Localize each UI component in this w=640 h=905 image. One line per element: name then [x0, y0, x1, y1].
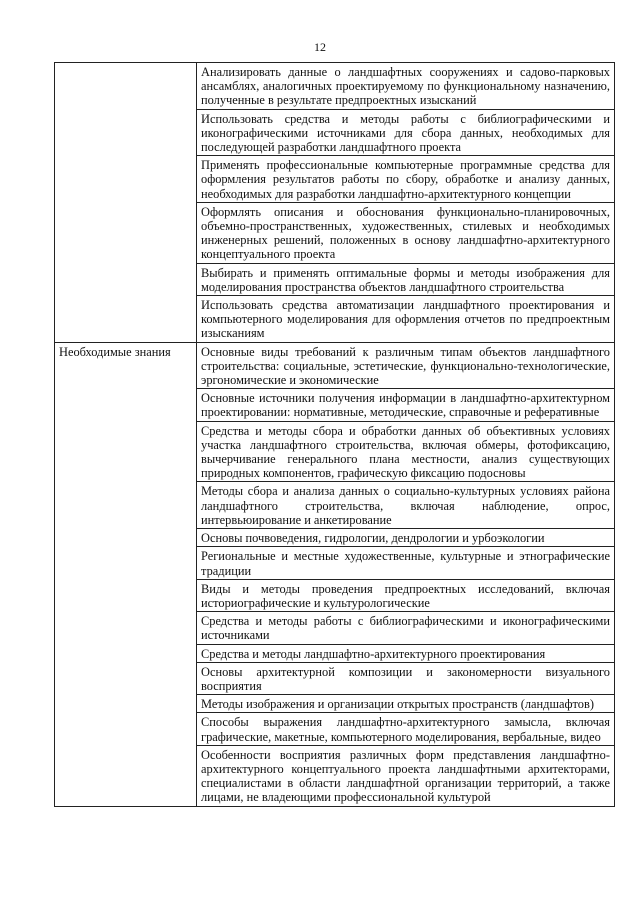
table-cell: Особенности восприятия различных форм представления ландшафтно-архитектурного концептуального проекта ландшафтными архитекторами, специалистами в области ландшафтной организации территорий, а также лицами, не владеющими профессиональной культурой — [197, 745, 615, 806]
table-cell: Основные источники получения информации в ландшафтно-архитектурном проектировании: нормативные, методические, справочные и реферативные — [197, 389, 615, 421]
table-row — [55, 342, 615, 389]
group-label-cell: Необходимые знания — [55, 342, 197, 806]
table-cell: Методы сбора и анализа данных о социально-культурных условиях района ландшафтного строительства, включая наблюдение, опрос, интервьюирование и анкетирование — [197, 482, 615, 529]
table-cell: Средства и методы ландшафтно-архитектурного проектирования — [197, 644, 615, 662]
table-cell: Основные виды требований к различным типам объектов ландшафтного строительства: социальные, эстетические, функционально-технологические, эргономические и экономические — [197, 342, 615, 389]
table-cell: Способы выражения ландшафтно-архитектурного замысла, включая графические, макетные, компьютерного моделирования, вербальные, видео — [197, 713, 615, 745]
table-cell: Выбирать и применять оптимальные формы и методы изображения для моделирования пространства объектов ландшафтного строительства — [197, 263, 615, 295]
requirements-table — [54, 62, 615, 807]
page-number: 12 — [314, 40, 326, 54]
requirements-table-body — [55, 63, 615, 807]
table-cell: Методы изображения и организации открытых пространств (ландшафтов) — [197, 695, 615, 713]
table-cell: Оформлять описания и обоснования функционально-планировочных, объемно-пространственных, художественных, стилевых и необходимых инженерных решений, положенных в основу ландшафтно-архитектурного концептуального проекта — [197, 202, 615, 263]
table-cell: Анализировать данные о ландшафтных сооружениях и садово-парковых ансамблях, аналогичных проектируемому по функциональному назначению, полученные в результате предпроектных изысканий — [197, 63, 615, 110]
table-cell: Средства и методы работы с библиографическими и иконографическими источниками — [197, 612, 615, 644]
table-row — [55, 63, 615, 110]
table-cell: Применять профессиональные компьютерные программные средства для оформления результатов работы по сбору, обработке и анализу данных, необходимых для разработки ландшафтно-архитектурного концепции — [197, 156, 615, 203]
table-cell: Основы почвоведения, гидрологии, дендрологии и урбоэкологии — [197, 529, 615, 547]
table-cell: Основы архитектурной композиции и закономерности визуального восприятия — [197, 662, 615, 694]
group-label-cell — [55, 63, 197, 343]
table-cell: Средства и методы сбора и обработки данных об объективных условиях участка ландшафтного строительства, включая обмеры, фотофиксацию, вычерчивание генерального плана местности, анализ существующих природных компонентов, графическую фиксацию подосновы — [197, 421, 615, 482]
table-cell: Виды и методы проведения предпроектных исследований, включая историографические и культурологические — [197, 579, 615, 611]
table-cell: Региональные и местные художественные, культурные и этнографические традиции — [197, 547, 615, 579]
table-cell: Использовать средства и методы работы с библиографическими и иконографическими источниками для сбора данных, необходимых для последующей разработки ландшафтного проекта — [197, 109, 615, 156]
table-cell: Использовать средства автоматизации ландшафтного проектирования и компьютерного моделирования для оформления отчетов по предпроектным изысканиям — [197, 296, 615, 343]
